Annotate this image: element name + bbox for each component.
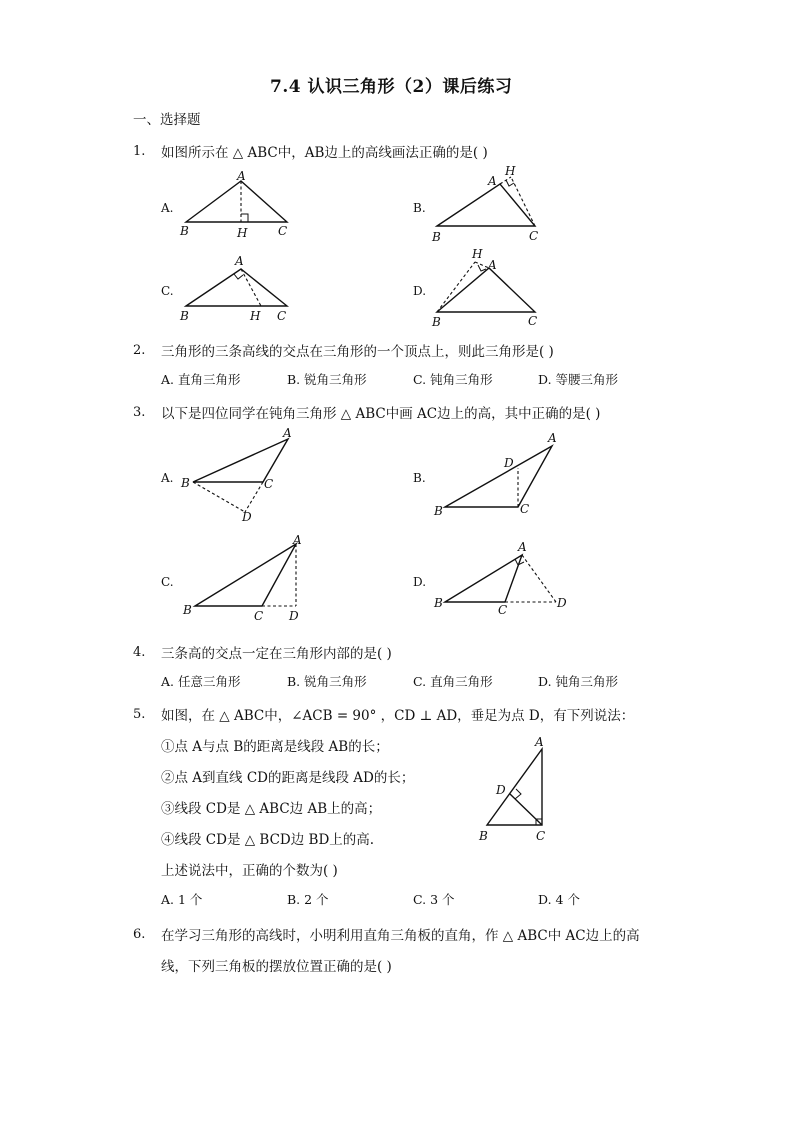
label-d: D xyxy=(496,783,506,797)
q1-figure-b xyxy=(425,160,555,245)
label-a: A xyxy=(237,169,246,183)
q3-option-b-label: B. xyxy=(413,471,426,485)
label-h: H xyxy=(472,247,483,261)
q4-choice-b: B. 锐角三角形 xyxy=(287,674,367,689)
q5-choice-a: A. 1 个 xyxy=(161,892,203,907)
label-c: C xyxy=(264,477,274,491)
label-a: A xyxy=(488,258,497,272)
q1-option-d-label: D. xyxy=(413,284,427,298)
q5-statement-4: ④线段 CD是 △ BCD边 BD上的高. xyxy=(161,832,375,848)
label-b: B xyxy=(432,230,441,244)
q1-option-c-label: C. xyxy=(161,284,174,298)
q3-figure-a xyxy=(175,425,305,525)
label-b: B xyxy=(181,476,190,490)
label-b: B xyxy=(180,309,189,323)
label-b: B xyxy=(183,603,192,617)
label-c: C xyxy=(498,603,508,617)
label-d: D xyxy=(289,609,299,623)
label-b: B xyxy=(479,829,488,843)
q5-choice-d: D. 4 个 xyxy=(538,892,580,907)
q4-choice-d: D. 钝角三角形 xyxy=(538,674,619,689)
label-a: A xyxy=(293,533,302,547)
label-a: A xyxy=(518,540,527,554)
q2-text: 三角形的三条高线的交点在三角形的一个顶点上，则此三角形是( ) xyxy=(161,344,554,360)
q1-figure-c xyxy=(170,250,300,330)
q4-text: 三条高的交点一定在三角形内部的是( ) xyxy=(161,646,392,662)
label-c: C xyxy=(278,224,288,238)
label-c: C xyxy=(528,314,538,328)
q6-text-line-2: 线，下列三角板的摆放位置正确的是( ) xyxy=(161,959,392,975)
q5-prompt: 上述说法中，正确的个数为( ) xyxy=(161,863,338,879)
q5-text: 如图，在 △ ABC中，∠ACB = 90° ，CD ⊥ AD，垂足为点 D，有下列说法： xyxy=(161,708,635,724)
q4-choice-c: C. 直角三角形 xyxy=(413,674,493,689)
section-heading: 一、选择题 xyxy=(133,112,201,128)
q1-figure-d xyxy=(425,245,555,330)
label-a: A xyxy=(535,735,544,749)
q3-text: 以下是四位同学在钝角三角形 △ ABC中画 AC边上的高，其中正确的是( ) xyxy=(161,406,601,422)
q5-statement-1: ①点 A与点 B的距离是线段 AB的长； xyxy=(161,739,389,755)
q3-figure-c xyxy=(175,530,310,625)
page-title: 7.4 认识三角形（2）课后练习 xyxy=(270,77,513,97)
q2-choice-b: B. 锐角三角形 xyxy=(287,372,367,387)
q5-statement-3: ③线段 CD是 △ ABC边 AB上的高； xyxy=(161,801,382,817)
label-c: C xyxy=(277,309,287,323)
q3-option-c-label: C. xyxy=(161,575,174,589)
q3-option-a-label: A. xyxy=(161,471,174,485)
label-b: B xyxy=(434,596,443,610)
label-b: B xyxy=(434,504,443,518)
q5-number: 5. xyxy=(133,707,146,722)
q4-choice-a: A. 任意三角形 xyxy=(161,674,241,689)
label-h: H xyxy=(250,309,261,323)
q1-option-b-label: B. xyxy=(413,201,426,215)
label-c: C xyxy=(536,829,546,843)
q2-choice-a: A. 直角三角形 xyxy=(161,372,241,387)
q2-choice-c: C. 钝角三角形 xyxy=(413,372,493,387)
q5-choice-b: B. 2 个 xyxy=(287,892,329,907)
label-a: A xyxy=(548,431,557,445)
label-b: B xyxy=(432,315,441,329)
q5-figure xyxy=(470,728,570,848)
label-a: A xyxy=(235,254,244,268)
q3-option-d-label: D. xyxy=(413,575,427,589)
q3-figure-b xyxy=(430,430,570,520)
label-d: D xyxy=(557,596,567,610)
q2-choice-d: D. 等腰三角形 xyxy=(538,372,619,387)
label-c: C xyxy=(529,229,539,243)
q3-figure-d xyxy=(430,535,580,620)
q6-text-line-1: 在学习三角形的高线时，小明利用直角三角板的直角，作 △ ABC中 AC边上的高 xyxy=(161,928,640,944)
q5-choice-c: C. 3 个 xyxy=(413,892,455,907)
q1-option-a-label: A. xyxy=(161,201,174,215)
q2-number: 2. xyxy=(133,343,146,358)
label-h: H xyxy=(237,226,248,240)
label-c: C xyxy=(520,502,530,516)
q1-text: 如图所示在 △ ABC中，AB边上的高线画法正确的是( ) xyxy=(161,145,488,161)
q3-number: 3. xyxy=(133,405,146,420)
q1-figure-a xyxy=(170,165,300,245)
label-d: D xyxy=(504,456,514,470)
label-a: A xyxy=(488,174,497,188)
q4-number: 4. xyxy=(133,645,146,660)
label-c: C xyxy=(254,609,264,623)
q1-number: 1. xyxy=(133,144,146,159)
q6-number: 6. xyxy=(133,927,146,942)
label-h: H xyxy=(505,164,516,178)
label-d: D xyxy=(242,510,252,524)
label-b: B xyxy=(180,224,189,238)
q5-statement-2: ②点 A到直线 CD的距离是线段 AD的长； xyxy=(161,770,415,786)
label-a: A xyxy=(283,426,292,440)
